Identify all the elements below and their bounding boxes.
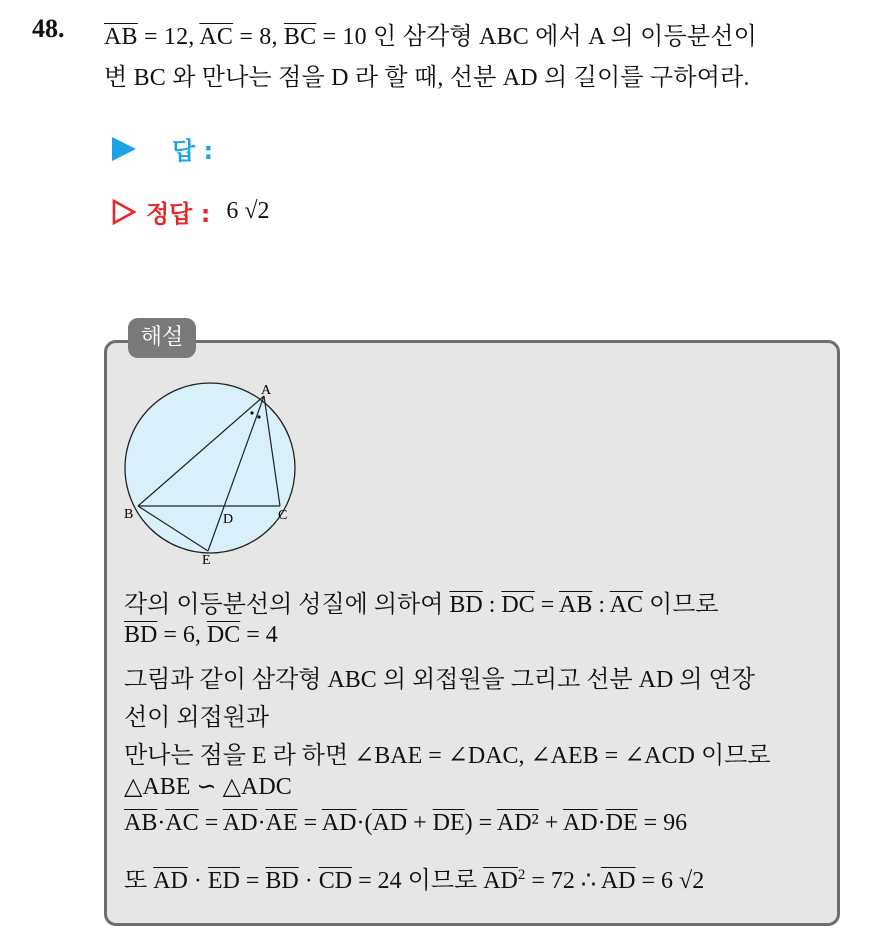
segment: $\overline{AD}$ bbox=[321, 810, 357, 836]
solution-line-7 bbox=[124, 810, 687, 837]
segment: $\overline{BD}$ bbox=[124, 622, 158, 648]
segment-bc: $\overline{BC}$ bbox=[283, 24, 317, 50]
solution-text: : bbox=[592, 592, 610, 618]
solution-text: = 96 bbox=[637, 810, 688, 836]
solution-line-6: △ABE ∽ △ADC bbox=[124, 774, 292, 800]
solution-text: = 6, bbox=[157, 622, 207, 648]
question-line-2: 변 BC 와 만나는 점을 D 라 할 때, 선분 AD 의 길이를 구하여라. bbox=[104, 65, 750, 91]
outline-triangle-icon bbox=[112, 199, 136, 225]
solution-text: · bbox=[597, 810, 606, 836]
solution-text: · bbox=[157, 810, 166, 836]
question-number: 48. bbox=[32, 14, 65, 43]
segment: $\overline{AB}$ bbox=[558, 592, 593, 618]
correct-answer-label: 정답 : bbox=[146, 200, 211, 228]
solution-text: + bbox=[538, 810, 563, 836]
superscript: 2 bbox=[517, 867, 526, 883]
label-a: A bbox=[261, 383, 272, 398]
solution-text: ) = bbox=[464, 810, 497, 836]
segment: $\overline{DE}$ bbox=[432, 810, 465, 836]
segment: $\overline{BD}$ bbox=[265, 868, 299, 894]
solution-text: · bbox=[257, 810, 266, 836]
segment-ab: $\overline{AB}$ bbox=[104, 24, 138, 50]
segment: $\overline{AB}$ bbox=[124, 810, 158, 836]
solution-line-8 bbox=[124, 860, 704, 895]
correct-answer-value: 6 √2 bbox=[226, 198, 270, 224]
segment: $\overline{AD}$ bbox=[600, 868, 636, 894]
label-b: B bbox=[124, 507, 134, 522]
question-line-1 bbox=[104, 16, 757, 51]
segment: $\overline{AD}$ bbox=[222, 810, 258, 836]
segment: $\overline{BD}$ bbox=[449, 592, 483, 618]
solution-line-1 bbox=[124, 584, 719, 619]
solution-text: : bbox=[482, 592, 502, 618]
solution-line-5: 만나는 점을 E 라 하면 ∠BAE = ∠DAC, ∠AEB = ∠ACD 이므로 bbox=[124, 743, 771, 769]
label-c: C bbox=[278, 508, 288, 523]
segment: $\overline{ED}$ bbox=[207, 868, 240, 894]
solution-text: = bbox=[198, 810, 223, 836]
solution-text: = bbox=[297, 810, 322, 836]
segment: $\overline{AD}$ bbox=[562, 810, 598, 836]
solution-text: + bbox=[407, 810, 433, 836]
solution-line-3: 그림과 같이 삼각형 ABC 의 외접원을 그리고 선분 AD 의 연장 bbox=[124, 667, 755, 693]
solution-text: 이므로 bbox=[643, 592, 719, 618]
segment: $\overline{DC}$ bbox=[206, 622, 241, 648]
solution-text: = bbox=[534, 592, 559, 618]
solution-line-2 bbox=[124, 622, 278, 649]
solution-text: · bbox=[187, 868, 208, 894]
segment: $\overline{DE}$ bbox=[605, 810, 638, 836]
segment: $\overline{DC}$ bbox=[501, 592, 535, 618]
segment-ac: $\overline{AC}$ bbox=[199, 24, 234, 50]
solution-line-4: 선이 외접원과 bbox=[124, 705, 270, 731]
segment: $\overline{AC}$ bbox=[609, 592, 644, 618]
solution-text: 각의 이등분선의 성질에 의하여 bbox=[124, 592, 450, 618]
question-text: = 12, bbox=[137, 24, 200, 50]
solution-text: = 4 bbox=[240, 622, 278, 648]
answer-row bbox=[112, 131, 213, 166]
solution-text: = 24 이므로 bbox=[352, 868, 484, 894]
question-text: = 10 인 삼각형 ABC 에서 A 의 이등분선이 bbox=[316, 24, 757, 50]
circumcircle-figure bbox=[118, 378, 306, 568]
segment: $\overline{AD}$ bbox=[372, 810, 408, 836]
segment: AD² bbox=[496, 810, 539, 836]
solution-tag: 해설 bbox=[128, 318, 196, 358]
question-text: = 8, bbox=[233, 24, 284, 50]
label-e: E bbox=[202, 553, 211, 568]
angle-mark-dot bbox=[250, 411, 253, 414]
play-triangle-icon bbox=[112, 137, 136, 161]
solution-text: = 72 ∴ bbox=[525, 868, 601, 894]
correct-answer-row bbox=[112, 194, 270, 229]
solution-text: = bbox=[239, 868, 266, 894]
angle-mark-dot bbox=[257, 415, 260, 418]
segment: $\overline{AC}$ bbox=[165, 810, 199, 836]
segment: $\overline{CD}$ bbox=[318, 868, 353, 894]
label-d: D bbox=[223, 512, 234, 527]
segment: $\overline{AE}$ bbox=[265, 810, 298, 836]
answer-label: 답 : bbox=[172, 137, 214, 165]
segment: $\overline{AD}$ bbox=[153, 868, 188, 894]
solution-text: ·( bbox=[356, 810, 373, 836]
solution-text: · bbox=[298, 868, 319, 894]
segment: $\overline{AD}$ bbox=[483, 868, 518, 894]
circumcircle bbox=[125, 383, 295, 553]
solution-text: = 6 √2 bbox=[635, 868, 705, 894]
solution-text: 또 bbox=[124, 868, 154, 894]
